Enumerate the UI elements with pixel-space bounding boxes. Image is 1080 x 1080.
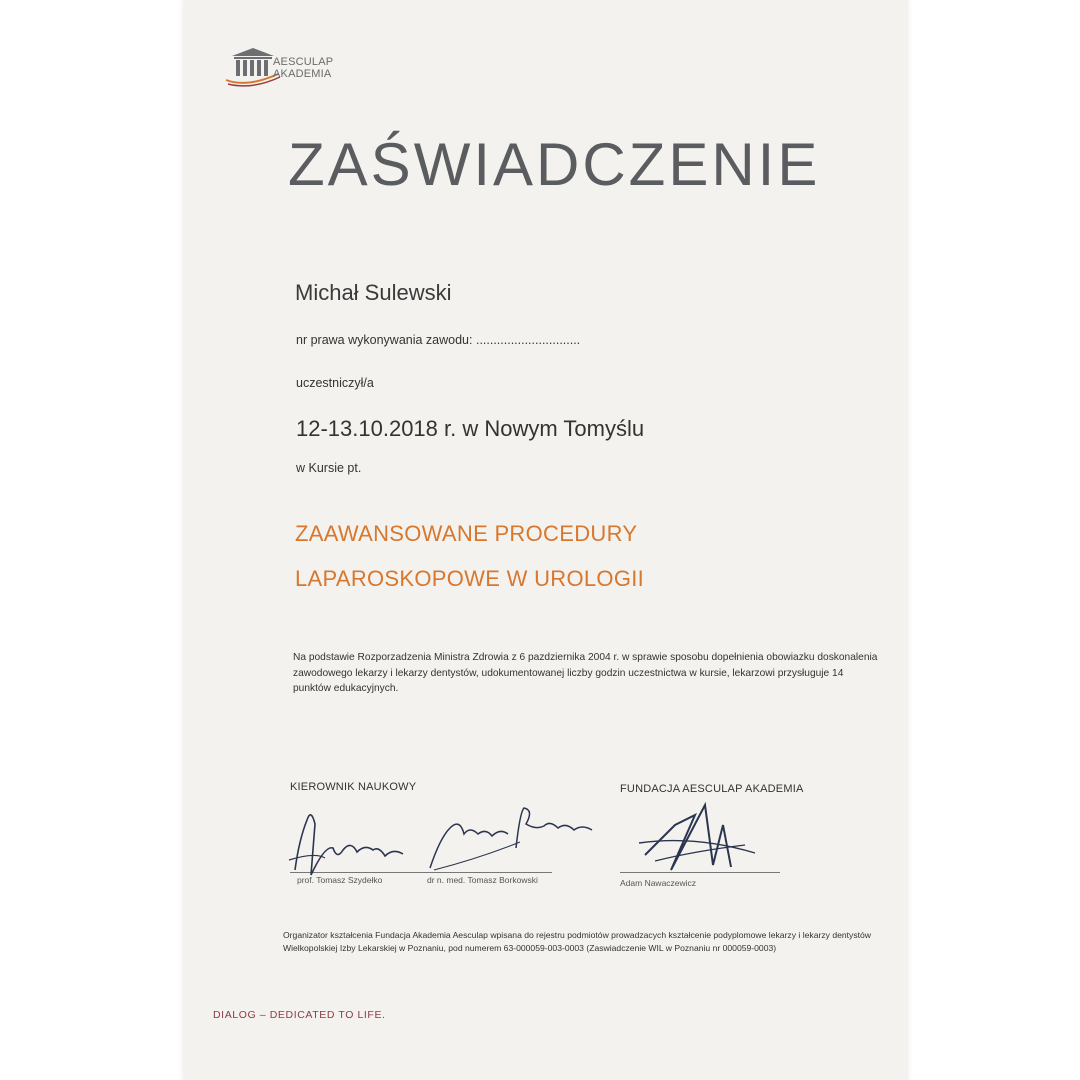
license-label: nr prawa wykonywania zawodu: xyxy=(296,333,473,347)
course-title-line2: LAPAROSKOPOWE W UROLOGII xyxy=(295,566,645,591)
course-title-line1: ZAAWANSOWANE PROCEDURY xyxy=(295,521,638,546)
signer-nawaczewicz: Adam Nawaczewicz xyxy=(620,878,697,888)
legal-basis-text: Na podstawie Rozporzadzenia Ministra Zdrowia z 6 pazdziernika 2004 r. w sprawie sposobu dopełnienia obowiazku doskonalenia zawodowego lekarzy i lekarzy dentystów, udokumentowanej liczby godzin uczestnictwa w kursie, lekarzowi przysługuje 14 punktów edukacyjnych. xyxy=(293,652,878,694)
signature-borkowski-icon xyxy=(420,798,610,878)
signer-szydelko: prof. Tomasz Szydełko xyxy=(297,875,383,885)
scientific-director-label: KIEROWNIK NAUKOWY xyxy=(290,781,417,793)
license-line xyxy=(296,333,580,347)
logo-text xyxy=(273,56,333,80)
participated-text: uczestniczył/a xyxy=(296,376,374,390)
signer-borkowski: dr n. med. Tomasz Borkowski xyxy=(427,875,538,885)
tagline: DIALOG – DEDICATED TO LIFE. xyxy=(213,1009,386,1021)
license-value: .............................. xyxy=(475,333,581,347)
foundation-label: FUNDACJA AESCULAP AKADEMIA xyxy=(620,783,804,795)
recipient-name: Michał Sulewski xyxy=(295,280,452,305)
logo-line2: AKADEMIA xyxy=(273,68,332,80)
course-date-place: 12-13.10.2018 r. w Nowym Tomyślu xyxy=(296,416,645,441)
logo-line1: AESCULAP xyxy=(273,56,334,68)
organizer-note: Organizator kształcenia Fundacja Akademia Aesculap wpisana do rejestru podmiotów prowadzacych kształcenie podyplomowe lekarzy i lekarzy dentystów Wielkopolskiej Izby Lekarskiej w Poznaniu, pod numerem 63-000059-003-0003 (Zaswiadczenie WIL w Poznaniu nr 000059-0003) xyxy=(283,930,872,953)
signature-nawaczewicz-icon xyxy=(635,795,765,885)
certificate-title: ZAŚWIADCZENIE xyxy=(288,131,821,198)
course-intro: w Kursie pt. xyxy=(296,461,362,475)
